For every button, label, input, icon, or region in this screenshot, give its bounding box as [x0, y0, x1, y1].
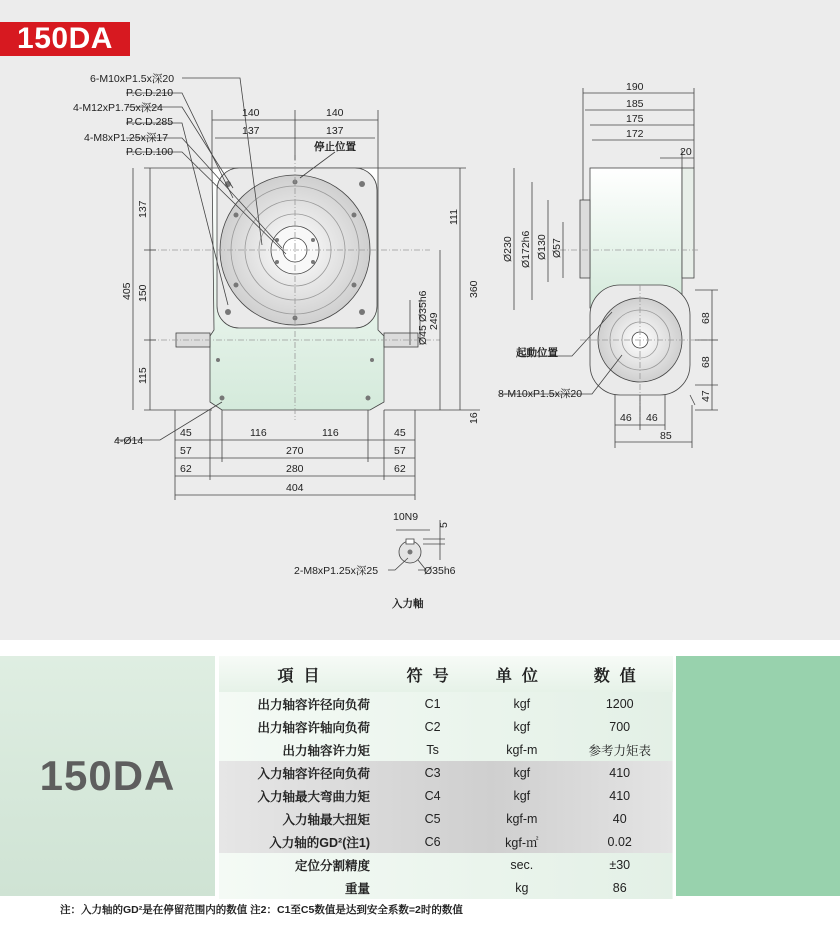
- side-dim-bottom-3: 85: [660, 430, 672, 442]
- callout-4: P.C.D.285: [126, 116, 174, 128]
- dim-bottom-r1-a: 45: [180, 427, 192, 439]
- input-shaft-view: [388, 520, 445, 570]
- dim-left-total: 405: [121, 282, 133, 300]
- table-row: 出力轴容许轴向负荷 C2 kgf 700: [219, 715, 673, 738]
- side-dim-top-2: 185: [626, 98, 644, 110]
- shaft-dia: Ø35h6: [424, 565, 456, 577]
- table-row: 入力轴的GD²(注1) C6 kgf-㎡ 0.02: [219, 830, 673, 853]
- table-row: 入力轴容许径向负荷 C3 kgf 410: [219, 761, 673, 784]
- dim-top-outer-right: 140: [326, 107, 344, 119]
- side-dim-right-3: 47: [700, 390, 712, 402]
- dim-bottom-r2-b: 270: [286, 445, 304, 457]
- dim-bottom-r1-b: 116: [250, 427, 267, 439]
- callout-3: 4-M12xP1.75x深24: [73, 102, 163, 114]
- dim-shaft-dia-1: Ø35h6: [417, 290, 429, 322]
- input-shaft-label: 入力軸: [392, 598, 424, 610]
- dim-right-1: 111: [448, 209, 460, 225]
- shaft-callout: 2-M8xP1.25x深25: [294, 565, 379, 577]
- dim-bottom-r1-d: 45: [394, 427, 406, 439]
- table-row: 重量 kg 86: [219, 876, 673, 899]
- side-dim-top-5: 20: [680, 146, 692, 158]
- side-callout: 8-M10xP1.5x深20: [498, 388, 583, 400]
- decorative-right-panel: [676, 656, 840, 896]
- dim-right-3: 360: [468, 280, 480, 298]
- start-position-label: 起動位置: [516, 347, 558, 359]
- side-dia-1: Ø230: [502, 236, 514, 262]
- dim-right-2: 249: [428, 312, 440, 330]
- shaft-key-depth: 5: [438, 522, 450, 528]
- table-row: 出力轴容许径向负荷 C1 kgf 1200: [219, 692, 673, 715]
- table-row: 定位分割精度 sec. ±30: [219, 853, 673, 876]
- side-dia-2: Ø172h6: [520, 230, 532, 268]
- side-dim-top-1: 190: [626, 81, 644, 93]
- shaft-left: [176, 333, 210, 347]
- dim-left-2: 150: [137, 284, 149, 302]
- side-dim-bottom-2: 46: [646, 412, 658, 424]
- col-item-header: 項目: [219, 656, 388, 692]
- dim-bottom-r3-b: 280: [286, 463, 304, 475]
- dim-top-inner-right: 137: [326, 125, 344, 137]
- stop-position-label: 停止位置: [314, 141, 356, 153]
- col-value-header: 数值: [566, 656, 673, 692]
- dim-top-inner-left: 137: [242, 125, 260, 137]
- table-row: 入力轴最大扭矩 C5 kgf-m 40: [219, 807, 673, 830]
- model-title-badge: 150DA: [0, 22, 130, 56]
- footnote: 注：入力轴的GD²是在停留范围内的数值 注2：C1至C5数值是达到安全系数=2时的数值: [60, 904, 463, 916]
- callout-2: P.C.D.210: [126, 87, 174, 99]
- side-dim-top-3: 175: [626, 113, 644, 125]
- dim-top-outer-left: 140: [242, 107, 260, 119]
- callout-6: P.C.D.100: [126, 146, 174, 158]
- dim-right-4: 16: [468, 412, 480, 424]
- callout-5: 4-M8xP1.25x深17: [84, 132, 169, 144]
- dim-bottom-r3-a: 62: [180, 463, 192, 475]
- side-dim-top-4: 172: [626, 128, 644, 140]
- spec-table: [219, 656, 673, 899]
- side-dim-right-1: 68: [700, 312, 712, 324]
- side-dim-right-2: 68: [700, 356, 712, 368]
- callout-1: 6-M10xP1.5x深20: [90, 73, 175, 85]
- hole-note: 4-Ø14: [114, 435, 144, 447]
- side-dia-3: Ø130: [536, 234, 548, 260]
- dim-bottom-r2-c: 57: [394, 445, 406, 457]
- side-dim-bottom-1: 46: [620, 412, 632, 424]
- dim-left-1: 137: [137, 200, 149, 218]
- spec-model-label: 150DA: [39, 752, 176, 799]
- shaft-key: 10N9: [393, 511, 419, 523]
- col-unit-header: 单位: [477, 656, 566, 692]
- dim-left-3: 115: [137, 367, 149, 384]
- dim-bottom-r1-c: 116: [322, 427, 339, 439]
- table-row: 入力轴最大弯曲力矩 C4 kgf 410: [219, 784, 673, 807]
- col-symbol-header: 符号: [388, 656, 477, 692]
- dim-bottom-r2-a: 57: [180, 445, 192, 457]
- dim-shaft-dia-2: Ø45: [417, 325, 429, 345]
- front-view: [115, 78, 480, 500]
- side-dia-4: Ø57: [551, 238, 563, 258]
- dim-bottom-r3-c: 62: [394, 463, 406, 475]
- dim-bottom-total: 404: [286, 482, 304, 494]
- table-row: 出力轴容许力矩 Ts kgf-m 参考力矩表: [219, 738, 673, 761]
